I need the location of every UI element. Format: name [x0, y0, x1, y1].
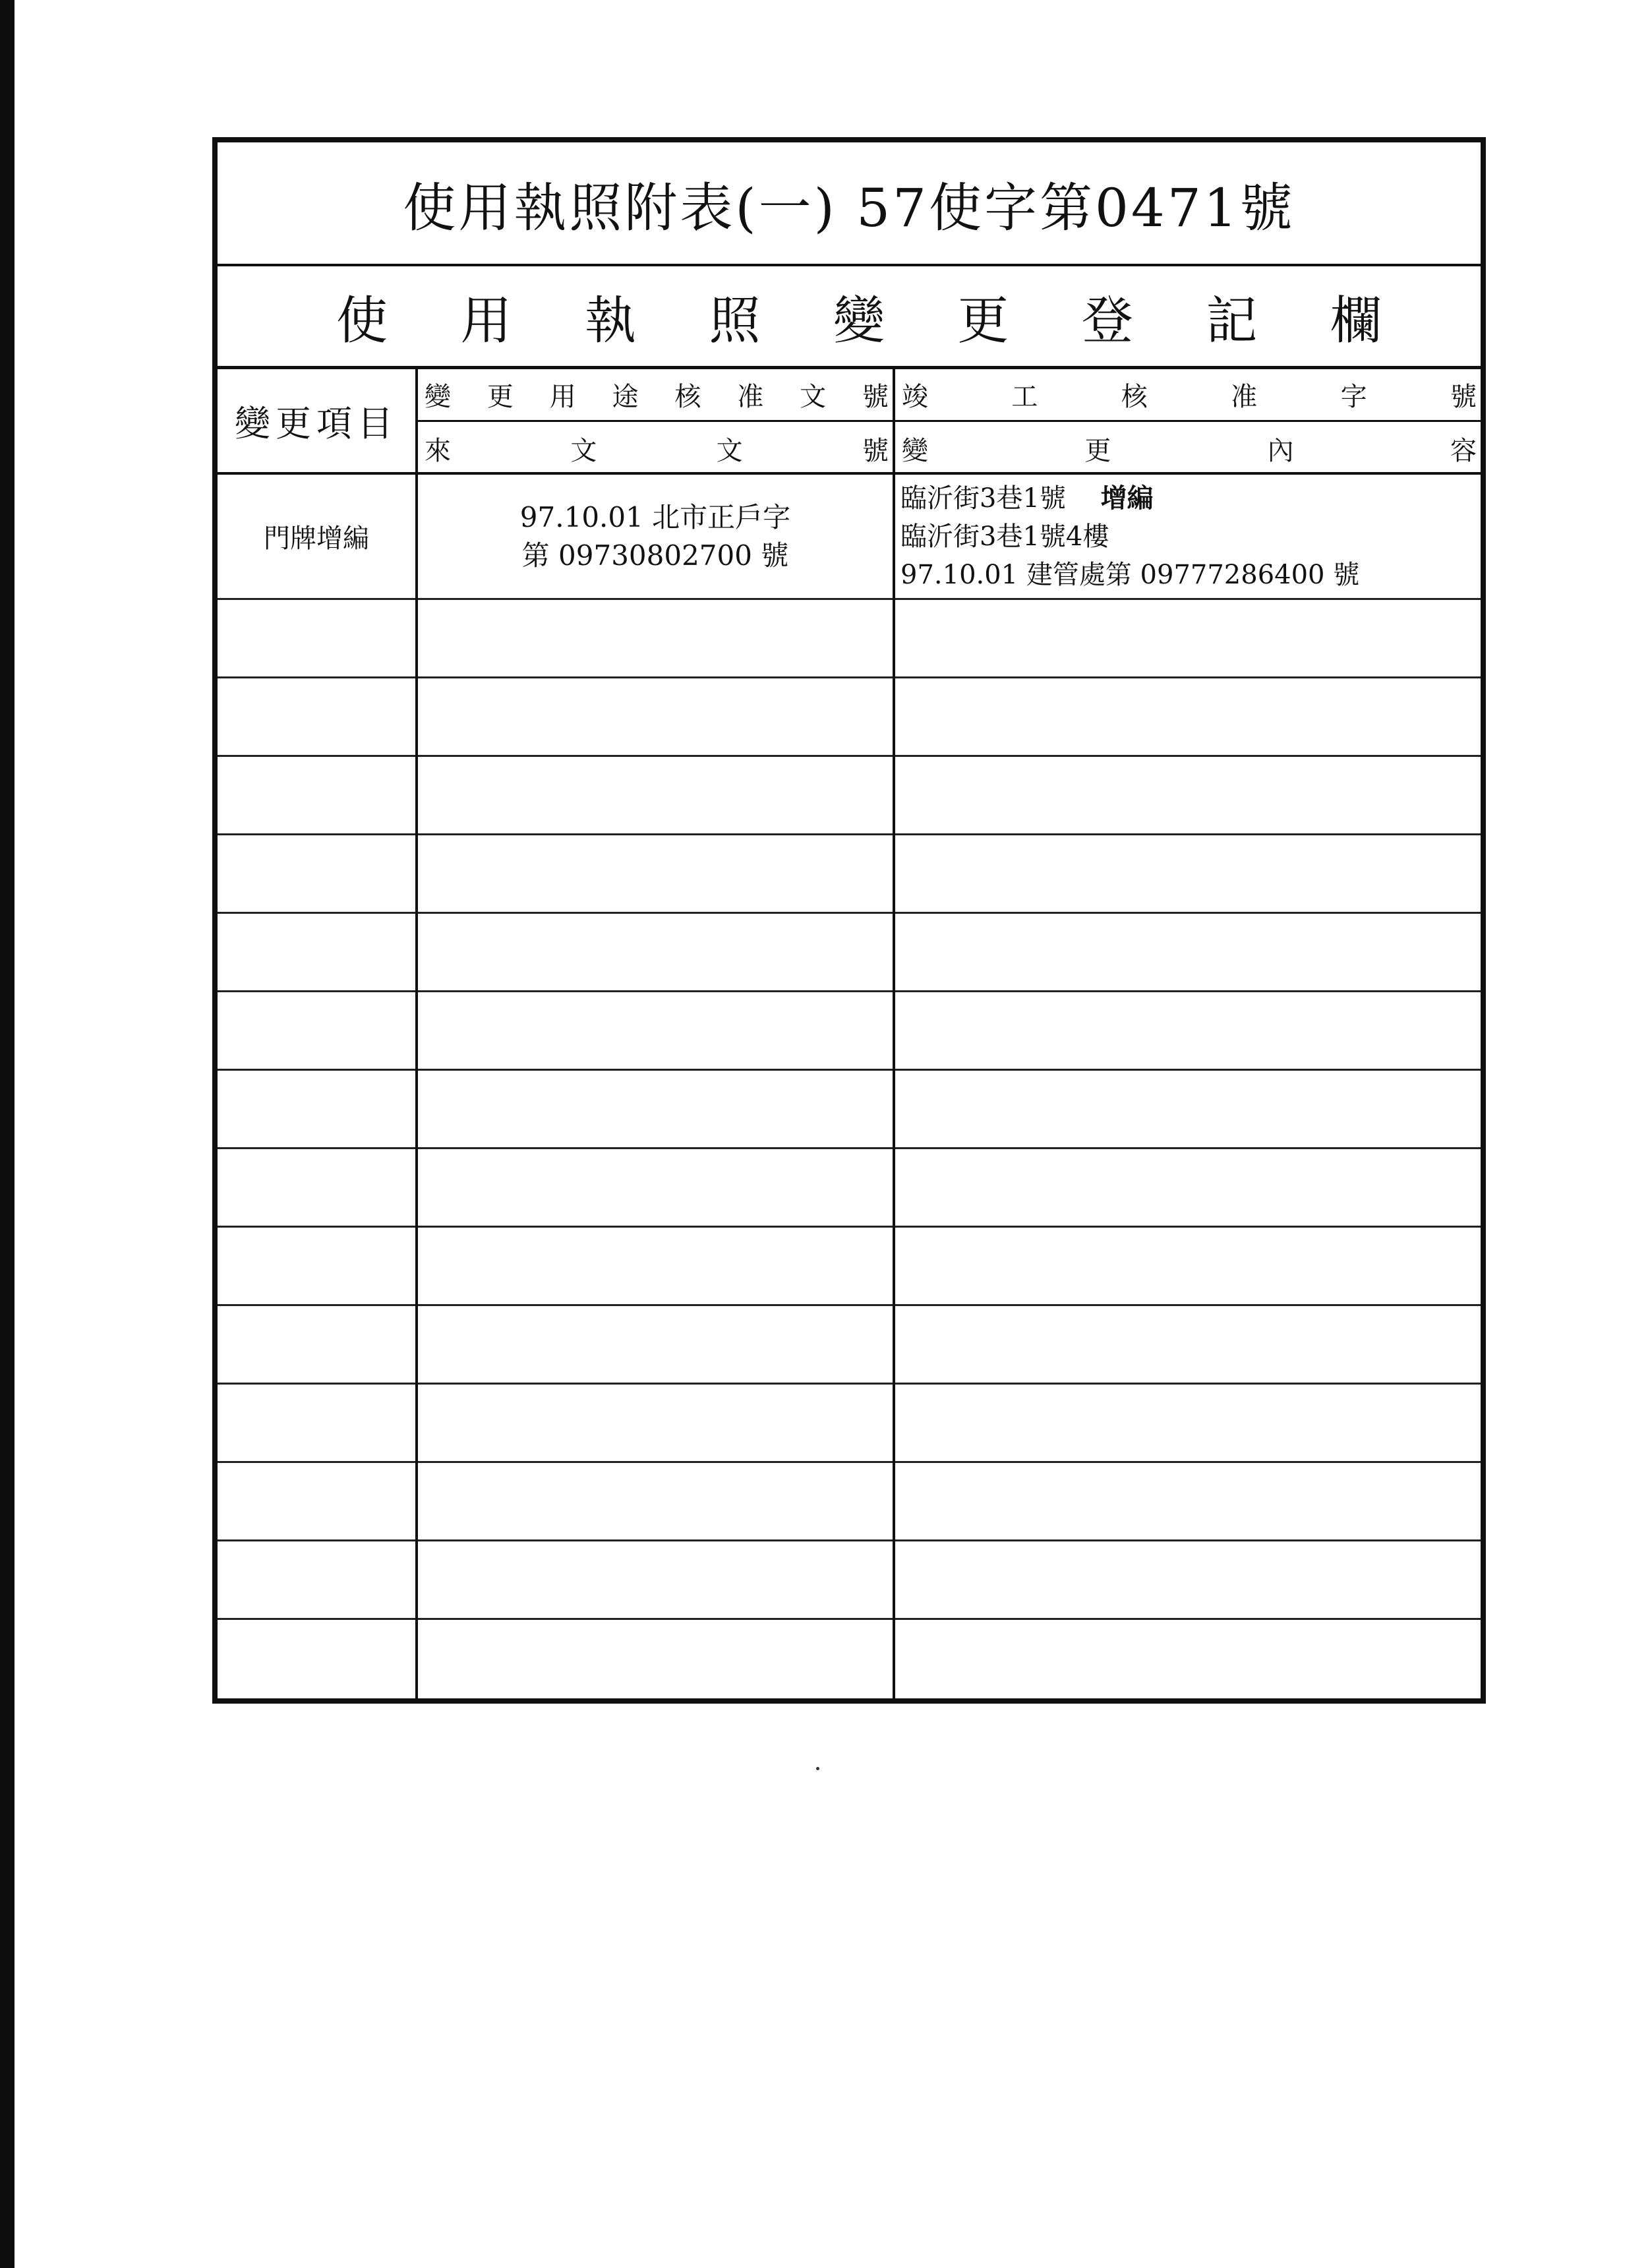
license-change-form: [212, 137, 1486, 1704]
empty-table-row: [218, 1149, 1481, 1228]
header-char: 更: [1084, 435, 1111, 466]
subtitle-row: [218, 266, 1481, 369]
subtitle-char: 照: [709, 291, 761, 351]
doc-ref-line: 97.10.01 北市正戶字: [519, 500, 791, 533]
header-char: 准: [737, 382, 764, 412]
title-row: [218, 142, 1481, 266]
column-divider: [415, 757, 418, 835]
empty-table-row: [218, 678, 1481, 757]
row-change-content: [895, 475, 1482, 598]
empty-table-row: [218, 1620, 1481, 1698]
empty-table-row: [218, 835, 1481, 914]
empty-table-row: [218, 1306, 1481, 1385]
content-line: 臨沂街3巷1號4樓: [900, 521, 1109, 552]
header-completion-no: [895, 369, 1481, 422]
table-header: [218, 369, 1481, 475]
header-char: 容: [1450, 435, 1477, 466]
header-char: 途: [612, 382, 639, 412]
row-change-item: 門牌增編: [264, 523, 369, 554]
header-approval-doc-no: [418, 369, 893, 422]
column-divider: [415, 1541, 418, 1620]
header-char: 號: [862, 382, 889, 412]
content-text: 臨沂街3巷1號: [900, 483, 1066, 514]
column-divider: [893, 1385, 895, 1463]
content-bold-text: 增編: [1100, 482, 1154, 514]
table-row: [218, 475, 1481, 600]
header-char: 文: [800, 382, 827, 412]
header-change-content: [895, 422, 1481, 475]
header-char: 准: [1231, 382, 1258, 412]
subtitle-char: 更: [957, 291, 1009, 351]
subtitle-char: 欄: [1330, 291, 1382, 351]
column-divider: [893, 1541, 895, 1620]
empty-table-row: [218, 1385, 1481, 1463]
content-line: 97.10.01 建管處第 09777286400 號: [900, 559, 1360, 590]
column-divider: [415, 1228, 418, 1306]
header-char: 內: [1267, 435, 1294, 466]
column-divider: [893, 757, 895, 835]
header-char: 工: [1011, 382, 1038, 412]
column-divider: [893, 678, 895, 757]
empty-table-row: [218, 914, 1481, 992]
empty-table-row: [218, 757, 1481, 835]
empty-table-row: [218, 992, 1481, 1071]
page-title: 使用執照附表(一) 57使字第0471號: [403, 177, 1295, 239]
scan-speck: [816, 1767, 819, 1770]
column-divider: [893, 835, 895, 914]
scan-edge: [0, 0, 15, 2268]
column-divider: [893, 1306, 895, 1385]
column-divider: [893, 914, 895, 992]
header-char: 更: [486, 382, 514, 412]
header-char: 用: [549, 382, 576, 412]
subtitle-char: 使: [336, 291, 388, 351]
empty-table-row: [218, 1463, 1481, 1541]
header-change-item: 變更項目: [235, 402, 398, 444]
column-divider: [415, 1071, 418, 1149]
column-divider: [415, 1306, 418, 1385]
column-divider: [415, 1149, 418, 1228]
column-divider: [415, 1385, 418, 1463]
column-divider: [893, 1620, 895, 1698]
row-doc-ref: [418, 475, 893, 598]
column-divider: [415, 992, 418, 1071]
column-divider: [415, 1463, 418, 1541]
column-divider: [893, 1228, 895, 1306]
header-char: 核: [674, 382, 701, 412]
doc-ref-line: 第 09730802700 號: [521, 539, 789, 572]
header-char: 號: [862, 435, 889, 466]
content-line: [900, 479, 1482, 518]
column-divider: [893, 1463, 895, 1541]
column-divider: [415, 835, 418, 914]
empty-table-row: [218, 1071, 1481, 1149]
empty-table-row: [218, 1228, 1481, 1306]
subtitle-char: 變: [833, 291, 885, 351]
subtitle-char: 用: [460, 291, 512, 351]
header-char: 文: [716, 435, 743, 466]
header-char: 來: [425, 435, 451, 466]
subtitle-char: 登: [1081, 291, 1133, 351]
column-divider: [415, 600, 418, 678]
header-char: 核: [1121, 382, 1148, 412]
empty-table-row: [218, 600, 1481, 678]
header-incoming-doc-no: [418, 422, 893, 475]
header-char: 竣: [902, 382, 928, 412]
column-divider: [893, 1071, 895, 1149]
column-divider: [893, 992, 895, 1071]
header-char: 變: [425, 382, 451, 412]
column-divider: [415, 1620, 418, 1698]
header-char: 變: [902, 435, 928, 466]
column-divider: [893, 1149, 895, 1228]
empty-table-row: [218, 1541, 1481, 1620]
subtitle-char: 執: [584, 291, 636, 351]
column-divider: [415, 914, 418, 992]
header-char: 號: [1450, 382, 1477, 412]
header-char: 字: [1340, 382, 1367, 412]
column-divider: [415, 678, 418, 757]
column-divider: [893, 600, 895, 678]
header-char: 文: [570, 435, 597, 466]
subtitle-char: 記: [1206, 291, 1258, 351]
